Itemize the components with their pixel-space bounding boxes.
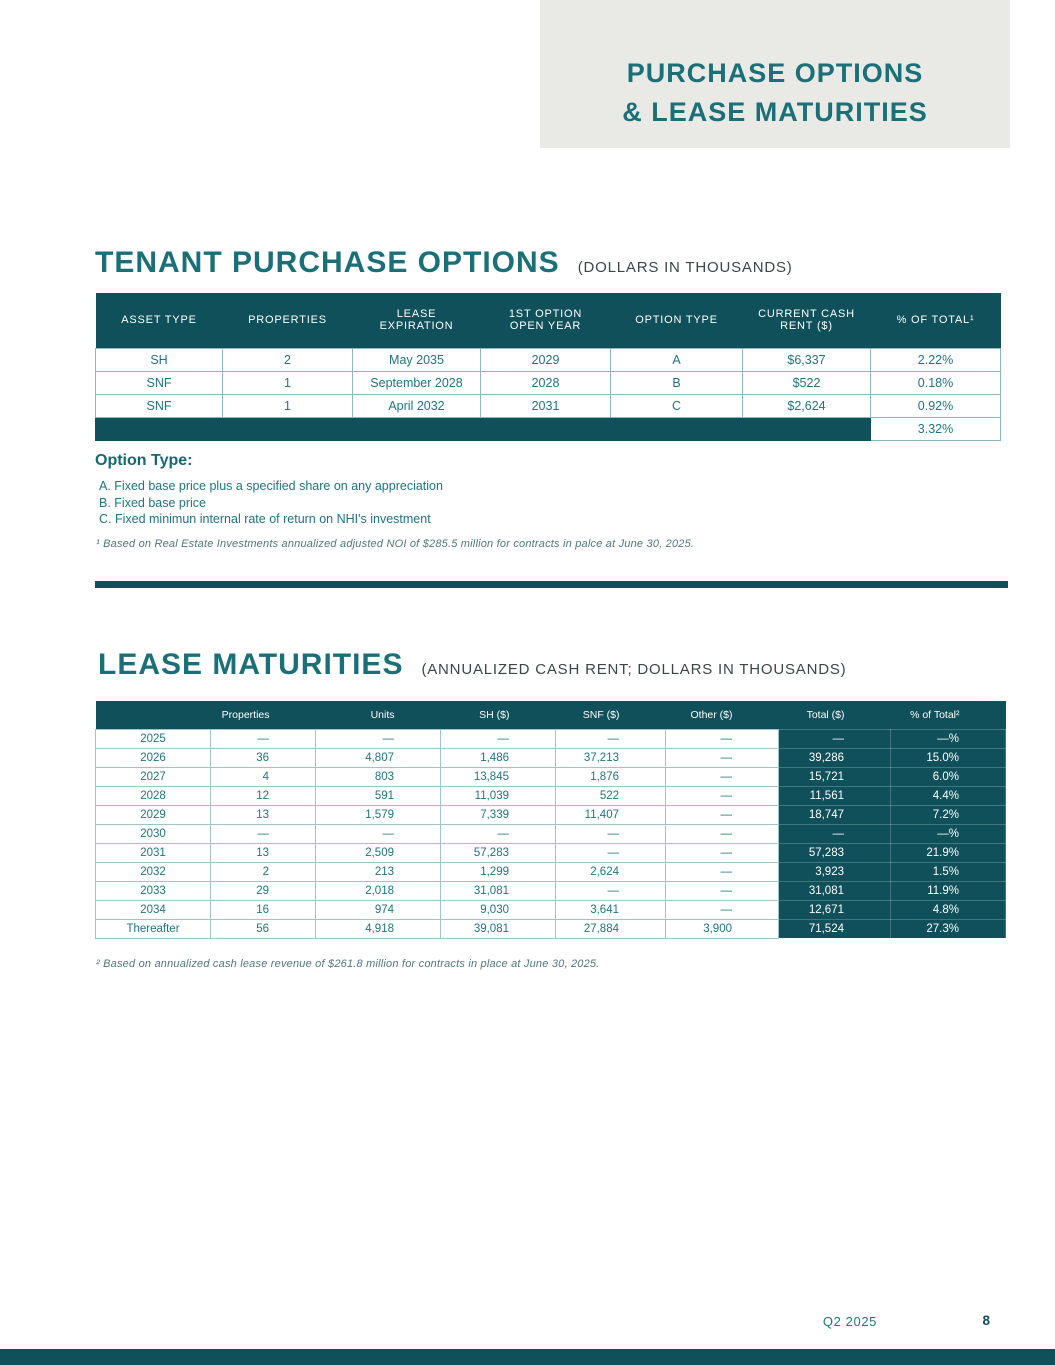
table-row xyxy=(96,786,1006,805)
table-cell: 15.0% xyxy=(891,748,1006,767)
table-cell: — xyxy=(441,824,556,843)
table-cell: 57,283 xyxy=(441,843,556,862)
table-cell: — xyxy=(316,824,441,843)
table-cell: 11,039 xyxy=(441,786,556,805)
table-cell: April 2032 xyxy=(353,394,481,417)
table-cell: 1,876 xyxy=(556,767,666,786)
table-cell: 29 xyxy=(211,881,316,900)
table-cell: $6,337 xyxy=(743,348,871,371)
table-cell: SH xyxy=(96,348,223,371)
table-cell: 0.92% xyxy=(871,394,1001,417)
table-cell: 2029 xyxy=(481,348,611,371)
table-cell: — xyxy=(666,862,779,881)
table-cell: — xyxy=(666,843,779,862)
table-cell: September 2028 xyxy=(353,371,481,394)
table-cell: 39,286 xyxy=(779,748,891,767)
table-cell: — xyxy=(211,824,316,843)
table-cell: — xyxy=(666,786,779,805)
table-cell: 2032 xyxy=(96,862,211,881)
table-cell: 7,339 xyxy=(441,805,556,824)
table-cell: 11.9% xyxy=(891,881,1006,900)
table-cell: SNF xyxy=(96,371,223,394)
table-cell: 27.3% xyxy=(891,919,1006,938)
table-cell: 4.4% xyxy=(891,786,1006,805)
lease-maturities-heading xyxy=(98,648,846,682)
footer-page-number: 8 xyxy=(982,1313,990,1328)
table-cell: — xyxy=(666,824,779,843)
option-type-heading: Option Type: xyxy=(95,452,193,469)
table-cell: 2025 xyxy=(96,729,211,748)
option-type-item-a: A. Fixed base price plus a specified share on any appreciation xyxy=(99,479,443,493)
table-cell: 31,081 xyxy=(779,881,891,900)
table-row xyxy=(96,394,1001,417)
table-cell: 2,018 xyxy=(316,881,441,900)
table-cell: 1 xyxy=(223,394,353,417)
footer-quarter-label: Q2 2025 xyxy=(822,1314,877,1329)
page-title-line2: & LEASE MATURITIES xyxy=(622,97,928,127)
table-cell: 3,923 xyxy=(779,862,891,881)
table-cell: 12,671 xyxy=(779,900,891,919)
footnote-2: ² Based on annualized cash lease revenue of $261.8 million for contracts in place at June 30, 2025. xyxy=(96,958,600,970)
section-title-tenant-purchase-options: TENANT PURCHASE OPTIONS xyxy=(95,246,560,279)
column-header: % OF TOTAL¹ xyxy=(871,293,1001,348)
total-percent-cell: 3.32% xyxy=(871,417,1001,440)
table-cell: 4.8% xyxy=(891,900,1006,919)
section-divider xyxy=(95,581,1008,588)
column-header: 1ST OPTION OPEN YEAR xyxy=(481,293,611,348)
table-cell: 2027 xyxy=(96,767,211,786)
table-cell: 1,486 xyxy=(441,748,556,767)
table-cell: 11,561 xyxy=(779,786,891,805)
column-header: SH ($) xyxy=(441,701,556,729)
purchase-options-subtitle: (DOLLARS IN THOUSANDS) xyxy=(577,259,793,276)
table-cell: 2026 xyxy=(96,748,211,767)
table-cell: 2029 xyxy=(96,805,211,824)
table-cell: 39,081 xyxy=(441,919,556,938)
table-cell: 16 xyxy=(211,900,316,919)
table-row xyxy=(96,371,1001,394)
table-cell: — xyxy=(779,729,891,748)
option-type-item-c: C. Fixed minimun internal rate of return on NHI's investment xyxy=(99,512,431,526)
table-cell: —% xyxy=(891,824,1006,843)
table-cell: — xyxy=(556,843,666,862)
header-banner xyxy=(540,0,1010,148)
table-cell: 1.5% xyxy=(891,862,1006,881)
lease-maturities-table-head xyxy=(96,701,1006,729)
table-cell: 522 xyxy=(556,786,666,805)
table-row xyxy=(96,919,1006,938)
table-cell: 57,283 xyxy=(779,843,891,862)
table-cell: — xyxy=(666,900,779,919)
page-title xyxy=(622,54,928,132)
table-cell: B xyxy=(611,371,743,394)
table-cell: — xyxy=(441,729,556,748)
table-cell: 13 xyxy=(211,805,316,824)
table-cell: — xyxy=(211,729,316,748)
column-header: ASSET TYPE xyxy=(96,293,223,348)
table-cell: 15,721 xyxy=(779,767,891,786)
table-cell: 213 xyxy=(316,862,441,881)
table-cell: 2028 xyxy=(96,786,211,805)
table-cell: — xyxy=(556,824,666,843)
purchase-options-table-head xyxy=(96,293,1001,348)
column-header: SNF ($) xyxy=(556,701,666,729)
table-cell: 2,509 xyxy=(316,843,441,862)
table-cell: — xyxy=(666,729,779,748)
lease-maturities-table-body xyxy=(96,729,1006,938)
table-cell: 2 xyxy=(223,348,353,371)
table-cell: 1 xyxy=(223,371,353,394)
table-cell: 3,641 xyxy=(556,900,666,919)
lease-maturities-table xyxy=(95,701,1006,939)
table-cell: 2034 xyxy=(96,900,211,919)
table-row xyxy=(96,824,1006,843)
option-type-item-b: B. Fixed base price xyxy=(99,495,206,510)
table-row xyxy=(96,900,1006,919)
table-cell: May 2035 xyxy=(353,348,481,371)
column-header: Other ($) xyxy=(666,701,779,729)
table-cell: 18,747 xyxy=(779,805,891,824)
table-cell: 7.2% xyxy=(891,805,1006,824)
table-cell: 591 xyxy=(316,786,441,805)
total-bar xyxy=(96,417,871,440)
table-cell: 2030 xyxy=(96,824,211,843)
column-header: OPTION TYPE xyxy=(611,293,743,348)
option-type-section xyxy=(95,452,443,528)
footnote-1: ¹ Based on Real Estate Investments annualized adjusted NOI of $285.5 million for contracts in palce at June 30, 2025. xyxy=(96,538,695,550)
table-row xyxy=(96,805,1006,824)
table-row xyxy=(96,748,1006,767)
table-row xyxy=(96,729,1006,748)
table-cell: 2031 xyxy=(481,394,611,417)
table-cell: C xyxy=(611,394,743,417)
table-cell: 31,081 xyxy=(441,881,556,900)
table-cell: 2031 xyxy=(96,843,211,862)
table-row xyxy=(96,881,1006,900)
table-cell: 0.18% xyxy=(871,371,1001,394)
purchase-options-heading xyxy=(95,246,793,280)
table-cell: 4 xyxy=(211,767,316,786)
table-cell: 21.9% xyxy=(891,843,1006,862)
column-header: LEASE EXPIRATION xyxy=(353,293,481,348)
column-header: Properties xyxy=(211,701,316,729)
table-cell: 3,900 xyxy=(666,919,779,938)
header-row xyxy=(96,293,1001,348)
tenant-purchase-options-table xyxy=(95,293,1001,441)
total-row xyxy=(96,417,1001,440)
lease-maturities-subtitle: (ANNUALIZED CASH RENT; DOLLARS IN THOUSANDS) xyxy=(421,661,847,678)
header-row xyxy=(96,701,1006,729)
column-header: Units xyxy=(316,701,441,729)
table-cell: 2028 xyxy=(481,371,611,394)
table-cell: 71,524 xyxy=(779,919,891,938)
footer-bar xyxy=(0,1349,1055,1365)
table-cell: 37,213 xyxy=(556,748,666,767)
table-cell: 2 xyxy=(211,862,316,881)
table-cell: 4,807 xyxy=(316,748,441,767)
table-cell: SNF xyxy=(96,394,223,417)
purchase-options-table-body xyxy=(96,348,1001,417)
table-cell: 36 xyxy=(211,748,316,767)
table-cell: 12 xyxy=(211,786,316,805)
table-cell: — xyxy=(666,748,779,767)
page-title-line1: PURCHASE OPTIONS xyxy=(626,58,924,88)
table-cell: Thereafter xyxy=(96,919,211,938)
table-cell: 9,030 xyxy=(441,900,556,919)
table-cell: $522 xyxy=(743,371,871,394)
table-row xyxy=(96,348,1001,371)
table-cell: 2,624 xyxy=(556,862,666,881)
table-cell: 1,579 xyxy=(316,805,441,824)
table-cell: 27,884 xyxy=(556,919,666,938)
table-row xyxy=(96,862,1006,881)
table-cell: 803 xyxy=(316,767,441,786)
column-header: CURRENT CASH RENT ($) xyxy=(743,293,871,348)
section-title-lease-maturities: LEASE MATURITIES xyxy=(98,648,404,681)
table-cell: — xyxy=(316,729,441,748)
table-cell: — xyxy=(556,729,666,748)
table-cell: 13,845 xyxy=(441,767,556,786)
table-cell: 2.22% xyxy=(871,348,1001,371)
table-cell: — xyxy=(666,805,779,824)
column-header xyxy=(96,701,211,729)
table-cell: $2,624 xyxy=(743,394,871,417)
table-cell: 13 xyxy=(211,843,316,862)
table-row xyxy=(96,767,1006,786)
table-cell: A xyxy=(611,348,743,371)
table-cell: —% xyxy=(891,729,1006,748)
table-cell: 11,407 xyxy=(556,805,666,824)
table-cell: 4,918 xyxy=(316,919,441,938)
table-cell: 974 xyxy=(316,900,441,919)
table-cell: — xyxy=(556,881,666,900)
column-header: % of Total² xyxy=(891,701,1006,729)
table-cell: 6.0% xyxy=(891,767,1006,786)
column-header: Total ($) xyxy=(779,701,891,729)
table-row xyxy=(96,843,1006,862)
table-cell: — xyxy=(779,824,891,843)
table-cell: 1,299 xyxy=(441,862,556,881)
table-cell: 56 xyxy=(211,919,316,938)
table-cell: — xyxy=(666,881,779,900)
table-cell: — xyxy=(666,767,779,786)
purchase-options-table-foot xyxy=(96,417,1001,440)
column-header: PROPERTIES xyxy=(223,293,353,348)
table-cell: 2033 xyxy=(96,881,211,900)
